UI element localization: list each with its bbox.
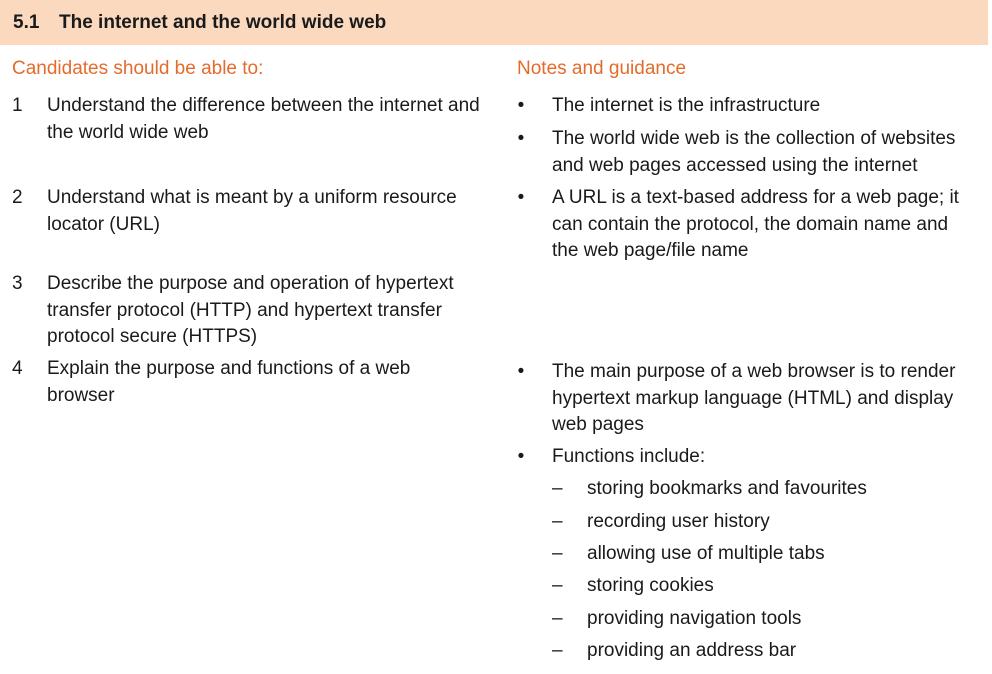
bullet-icon: • bbox=[517, 187, 525, 208]
function-text: storing cookies bbox=[587, 575, 714, 596]
note-bullet bbox=[514, 359, 984, 441]
note-text: The main purpose of a web browser is to render hypertext markup language (HTML) and display web pages bbox=[552, 361, 956, 435]
notes-column-heading: Notes and guidance bbox=[517, 58, 687, 79]
section-title: The internet and the world wide web bbox=[59, 12, 387, 33]
note-text: A URL is a text-based address for a web page; it can contain the protocol, the domain name and the web page/file name bbox=[552, 187, 959, 261]
objective-text: Describe the purpose and operation of hypertext transfer protocol (HTTP) and hypertext transfer protocol secure (HTTPS) bbox=[47, 273, 454, 347]
objective-item bbox=[12, 356, 492, 416]
objective-item bbox=[12, 93, 492, 153]
objective-number: 2 bbox=[12, 187, 23, 208]
bullet-icon: • bbox=[517, 361, 525, 382]
dash-icon: – bbox=[552, 543, 563, 564]
dash-icon: – bbox=[552, 608, 563, 629]
bullet-icon: • bbox=[517, 446, 525, 467]
bullet-icon: • bbox=[517, 95, 525, 116]
function-text: recording user history bbox=[587, 511, 770, 532]
note-bullet bbox=[514, 444, 984, 474]
dash-icon: – bbox=[552, 640, 563, 661]
bullet-icon: • bbox=[517, 128, 525, 149]
section-number: 5.1 bbox=[13, 12, 40, 33]
function-text: providing navigation tools bbox=[587, 608, 802, 629]
section-header bbox=[0, 0, 988, 45]
objective-item bbox=[12, 271, 492, 356]
function-text: providing an address bar bbox=[587, 640, 797, 661]
objective-item bbox=[12, 185, 492, 245]
note-text: The world wide web is the collection of websites and web pages accessed using the internet bbox=[552, 128, 956, 176]
dash-icon: – bbox=[552, 511, 563, 532]
dash-icon: – bbox=[552, 575, 563, 596]
dash-icon: – bbox=[552, 478, 563, 499]
objective-number: 4 bbox=[12, 358, 23, 379]
note-text: The internet is the infrastructure bbox=[552, 95, 821, 116]
objective-number: 3 bbox=[12, 273, 23, 294]
objective-text: Understand what is meant by a uniform resource locator (URL) bbox=[47, 187, 457, 235]
objective-text: Explain the purpose and functions of a web browser bbox=[47, 358, 411, 406]
function-text: allowing use of multiple tabs bbox=[587, 543, 825, 564]
note-bullet bbox=[514, 185, 984, 267]
note-bullet bbox=[514, 126, 984, 182]
note-text: Functions include: bbox=[552, 446, 706, 467]
section-heading bbox=[13, 12, 386, 34]
function-text: storing bookmarks and favourites bbox=[587, 478, 867, 499]
objective-text: Understand the difference between the internet and the world wide web bbox=[47, 95, 480, 143]
objective-number: 1 bbox=[12, 95, 23, 116]
note-bullet bbox=[514, 93, 984, 123]
candidates-column-heading: Candidates should be able to: bbox=[12, 58, 264, 79]
